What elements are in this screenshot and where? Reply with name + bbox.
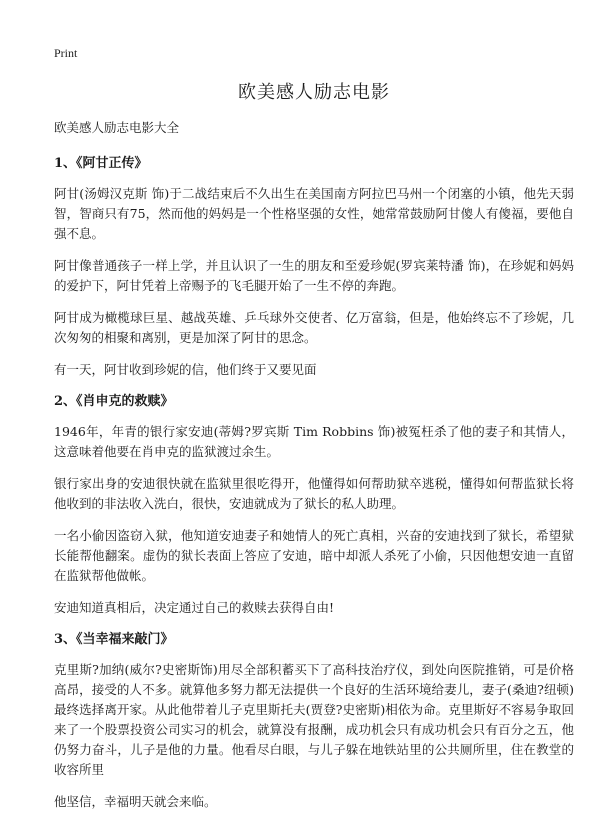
section-forrest-gump	[54, 154, 574, 380]
paragraph: 克里斯?加纳(威尔?史密斯饰)用尽全部积蓄买下了高科技治疗仪，到处向医院推销，可是价格高昂，接受的人不多。就算他多努力都无法提供一个良好的生活环境给妻儿，妻子(桑迪?纽顿)最终选择离开家。从此他带着儿子克里斯托夫(贾登?史密斯)相依为命。克里斯好不容易争取回来了一个股票投资公司实习的机会，就算没有报酬，成功机会只有成功机会只有百分之五，他仍努力奋斗，儿子是他的力量。他看尽白眼，与儿子躲在地铁站里的公共厕所里，住在教堂的收容所里	[54, 662, 574, 777]
section-pursuit-of-happyness	[54, 630, 574, 812]
paragraph: 阿甘像普通孩子一样上学，并且认识了一生的朋友和至爱珍妮(罗宾莱特潘 饰)，在珍妮和妈妈的爱护下，阿甘凭着上帝赐予的飞毛腿开始了一生不停的奔跑。	[54, 258, 574, 293]
section-heading: 2、《肖申克的救赎》	[54, 394, 174, 409]
paragraph: 一名小偷因盗窃入狱，他知道安迪妻子和她情人的死亡真相，兴奋的安迪找到了狱长，希望狱长能帮他翻案。虚伪的狱长表面上答应了安迪，暗中却派人杀死了小偷，只因他想安迪一直留在监狱帮他做帐。	[54, 528, 574, 583]
paragraph: 有一天，阿甘收到珍妮的信，他们终于又要见面	[54, 362, 317, 377]
paragraph: 1946年，年青的银行家安迪(蒂姆?罗宾斯 Tim Robbins 饰)被冤枉杀了他的妻子和其情人，这意味着他要在肖申克的监狱渡过余生。	[54, 424, 574, 459]
paragraph: 安迪知道真相后，决定通过自己的救赎去获得自由!	[54, 600, 335, 615]
paragraph: 他坚信，幸福明天就会来临。	[54, 794, 217, 809]
page-title: 欧美感人励志电影	[238, 82, 390, 103]
section-shawshank	[54, 392, 574, 618]
article-intro: 欧美感人励志电影大全	[54, 120, 180, 135]
paragraph: 银行家出身的安迪很快就在监狱里很吃得开，他懂得如何帮助狱卒逃税，懂得如何帮监狱长将他收到的非法收入洗白，很快，安迪就成为了狱长的私人助理。	[54, 476, 574, 511]
paragraph: 阿甘(汤姆汉克斯 饰)于二战结束后不久出生在美国南方阿拉巴马州一个闭塞的小镇，他先天弱智，智商只有75，然而他的妈妈是一个性格坚强的女性，她常常鼓励阿甘傻人有傻福，要他自强不息。	[54, 186, 574, 241]
section-heading: 3、《当幸福来敲门》	[54, 632, 174, 647]
print-link[interactable]: Print	[54, 46, 78, 60]
article-body	[54, 118, 574, 824]
section-heading: 1、《阿甘正传》	[54, 156, 148, 171]
paragraph: 阿甘成为橄榄球巨星、越战英雄、乒乓球外交使者、亿万富翁，但是，他始终忘不了珍妮，几次匆匆的相聚和离别，更是加深了阿甘的思念。	[54, 310, 574, 345]
